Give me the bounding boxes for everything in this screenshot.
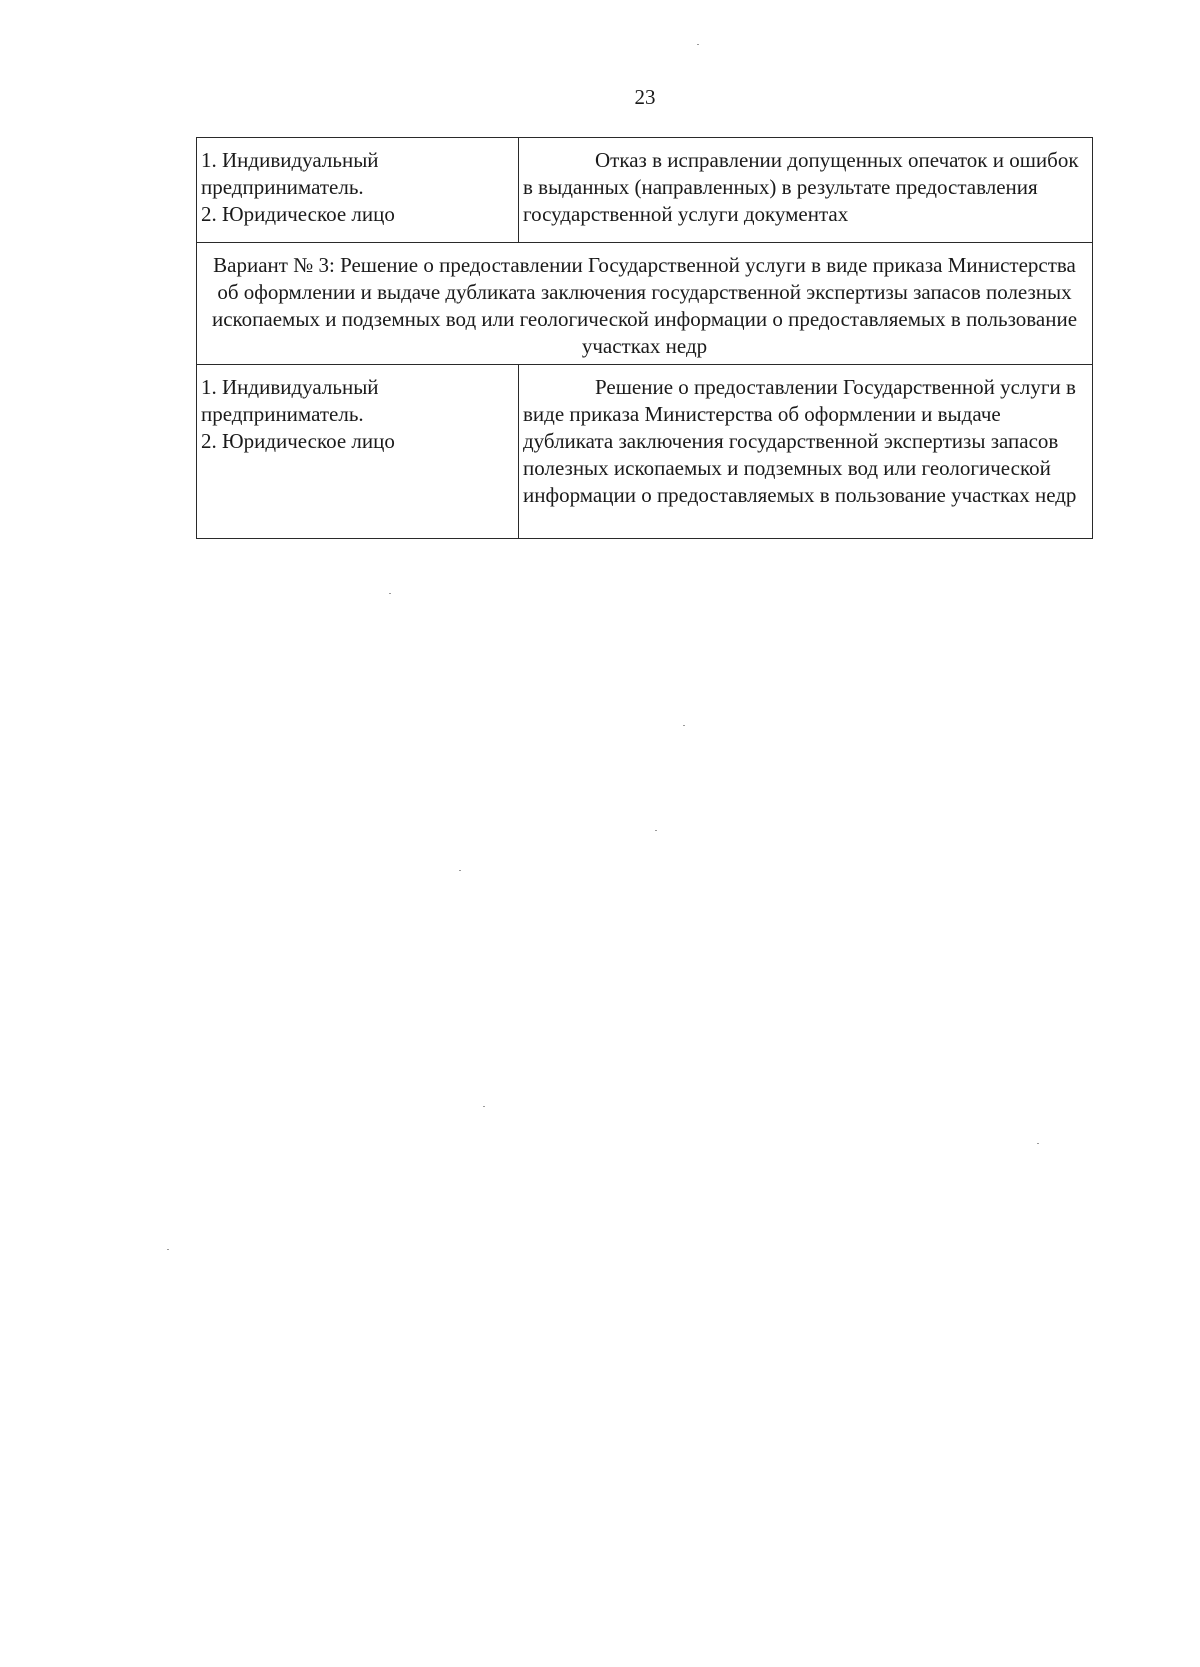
scan-speck xyxy=(459,870,461,871)
scan-speck xyxy=(697,44,699,45)
scan-speck xyxy=(483,1106,485,1107)
variant-heading-cell: Вариант № 3: Решение о предоставлении Государственной услуги в виде приказа Министерства об оформлении и выдаче дубликата заключения государственной экспертизы запасов полезных ископаемых и подземных вод или геологической информации о предоставляемых в пользование участках недр xyxy=(197,243,1093,365)
scan-speck xyxy=(389,593,391,594)
scan-speck xyxy=(655,830,657,831)
table-row xyxy=(197,243,1093,365)
service-result-table xyxy=(196,137,1093,539)
applicant-cell: 1. Индивидуальный предприниматель. 2. Юридическое лицо xyxy=(197,365,519,539)
scan-speck xyxy=(1037,1143,1039,1144)
scan-speck xyxy=(167,1249,169,1250)
result-cell: Решение о предоставлении Государственной услуги в виде приказа Министерства об оформлении и выдаче дубликата заключения государственной экспертизы запасов полезных ископаемых и подземных вод или геологической информации о предоставляемых в пользование участках недр xyxy=(519,365,1093,539)
table-row xyxy=(197,138,1093,243)
page-number: 23 xyxy=(634,85,656,109)
result-cell: Отказ в исправлении допущенных опечаток и ошибок в выданных (направленных) в результате предоставления государственной услуги документах xyxy=(519,138,1093,243)
applicant-cell: 1. Индивидуальный предприниматель. 2. Юридическое лицо xyxy=(197,138,519,243)
table-row xyxy=(197,365,1093,539)
scan-speck xyxy=(683,725,685,726)
